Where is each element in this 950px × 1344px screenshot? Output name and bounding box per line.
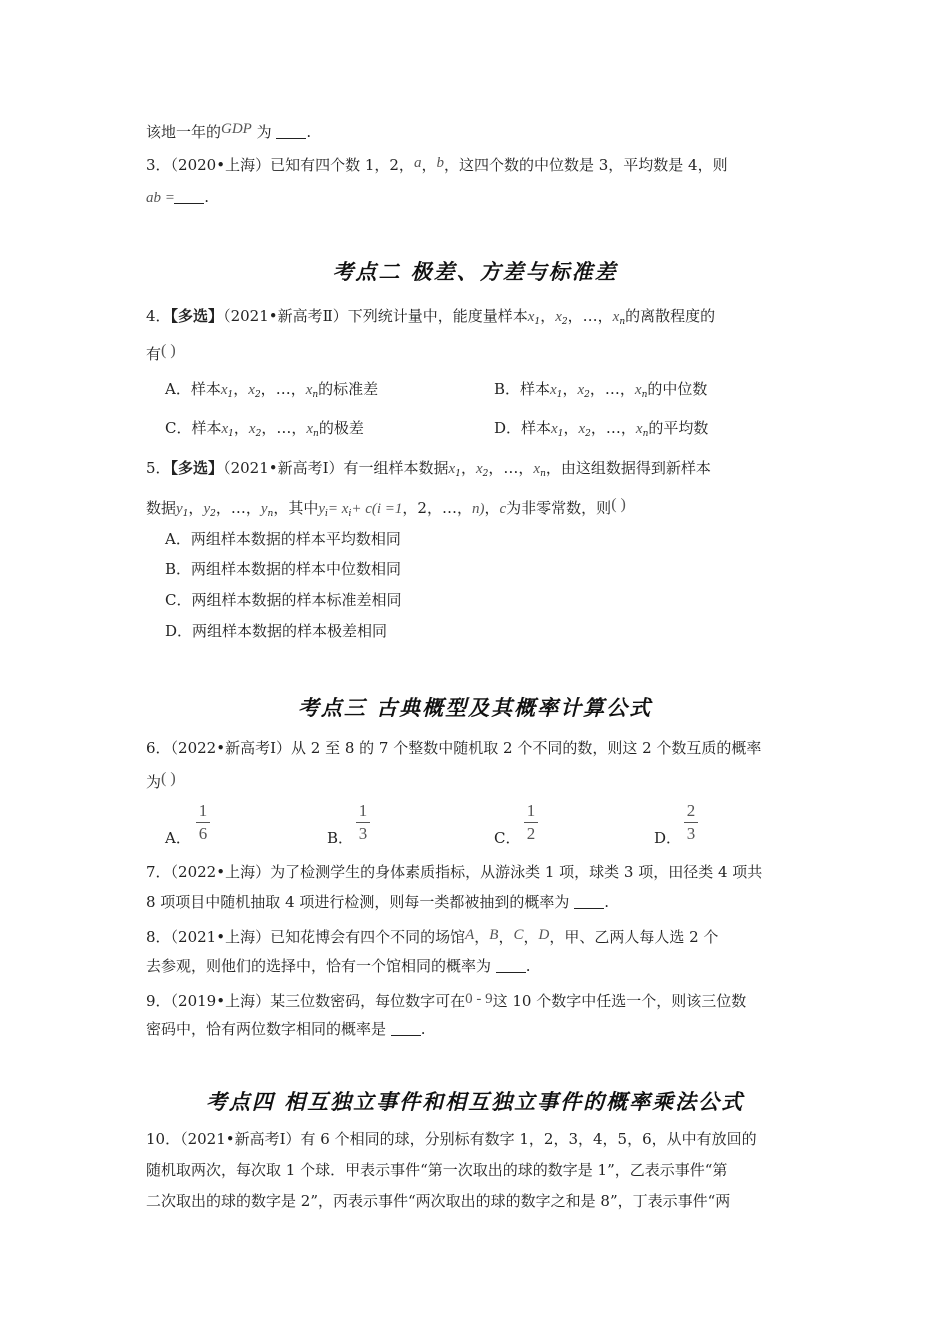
question-5: 5．【多选】（2021•新高考Ⅰ）有一组样本数据$x_1$，$x_2$，…，$x_n$，由这组数据得到新样本 [146,459,711,479]
answer-blank[interactable] [391,1021,421,1036]
q6-option-b[interactable]: B． [327,829,354,847]
q5-option-a[interactable]: A．两组样本数据的样本平均数相同 [165,530,401,548]
answer-blank[interactable] [276,124,306,139]
section-title-2: 考点二 极差、方差与标准差 [332,260,618,284]
question-8: 8．（2021•上海）已知花博会有四个不同的场馆A，B，C，D，甲、乙两人每人选 2 个 [146,927,719,946]
question-4-line2: 有( ) [146,342,176,363]
section-title-4: 考点四 相互独立事件和相互独立事件的概率乘法公式 [205,1090,745,1114]
answer-blank[interactable] [574,894,604,909]
question-4: 4．【多选】（2021•新高考Ⅱ）下列统计量中，能度量样本$x_1$，$x_2$，…，$x_n$的离散程度的 [146,307,716,327]
question-8-line2: 去参观，则他们的选择中，恰有一个馆相同的概率为 . [146,957,531,975]
q4-option-d[interactable]: D．样本$x_1$，$x_2$，…，$x_n$的平均数 [494,419,709,439]
question-6-line2: 为( ) [146,770,176,791]
math-gdp: GDP [221,121,252,137]
q4-option-c[interactable]: C．样本$x_1$，$x_2$，…，$x_n$的极差 [165,419,364,439]
answer-blank[interactable] [174,189,204,204]
answer-blank[interactable] [496,958,526,973]
q6-option-c-fraction: 1 2 [524,802,538,843]
q6-option-d-fraction: 2 3 [684,802,698,843]
q4-option-b[interactable]: B．样本$x_1$，$x_2$，…，$x_n$的中位数 [494,380,708,400]
q6-option-a-fraction: 1 6 [196,802,210,843]
question-3: 3．（2020•上海）已知有四个数 1，2，a，b，这四个数的中位数是 3，平均数是 4，则 [146,155,728,174]
question-9-line2: 密码中，恰有两位数字相同的概率是 . [146,1020,426,1038]
question-10: 10．（2021•新高考Ⅰ）有 6 个相同的球，分别标有数字 1，2，3，4，5，6，从中有放回的 [146,1130,757,1148]
q4-option-a[interactable]: A．样本$x_1$，$x_2$，…，$x_n$的标准差 [165,380,379,400]
q6-option-d[interactable]: D． [654,829,682,847]
intro-line: 该地一年的GDP 为 . [146,121,312,141]
question-7: 7．（2022•上海）为了检测学生的身体素质指标，从游泳类 1 项，球类 3 项，田径类 4 项共 [146,863,763,881]
question-9: 9．（2019•上海）某三位数密码，每位数字可在0 - 9这 10 个数字中任选一个，则该三位数 [146,991,747,1010]
section-title-3: 考点三 古典概型及其概率计算公式 [297,696,653,720]
question-3-answer-line: ab = . [146,188,210,206]
q5-option-c[interactable]: C．两组样本数据的样本标准差相同 [165,591,402,609]
question-10-line2: 随机取两次，每次取 1 个球．甲表示事件“第一次取出的球的数字是 1”，乙表示事件“第 [146,1161,728,1179]
question-6: 6．（2022•新高考Ⅰ）从 2 至 8 的 7 个整数中随机取 2 个不同的数，则这 2 个数互质的概率 [146,739,762,757]
question-7-line2: 8 项项目中随机抽取 4 项进行检测，则每一类都被抽到的概率为 . [146,893,609,911]
q5-option-d[interactable]: D．两组样本数据的样本极差相同 [165,622,388,640]
q5-option-b[interactable]: B．两组样本数据的样本中位数相同 [165,560,402,578]
question-10-line3: 二次取出的球的数字是 2”，丙表示事件“两次取出的球的数字之和是 8”，丁表示事件“两 [146,1192,731,1210]
question-5-line2: 数据$y_1$，$y_2$，…，$y_n$，其中$y_i= x_i+ c(i =1$，2，…，n)，c为非零常数，则( ) [146,496,626,519]
q6-option-a[interactable]: A． [165,829,191,847]
q6-option-c[interactable]: C． [494,829,521,847]
q6-option-b-fraction: 1 3 [356,802,370,843]
